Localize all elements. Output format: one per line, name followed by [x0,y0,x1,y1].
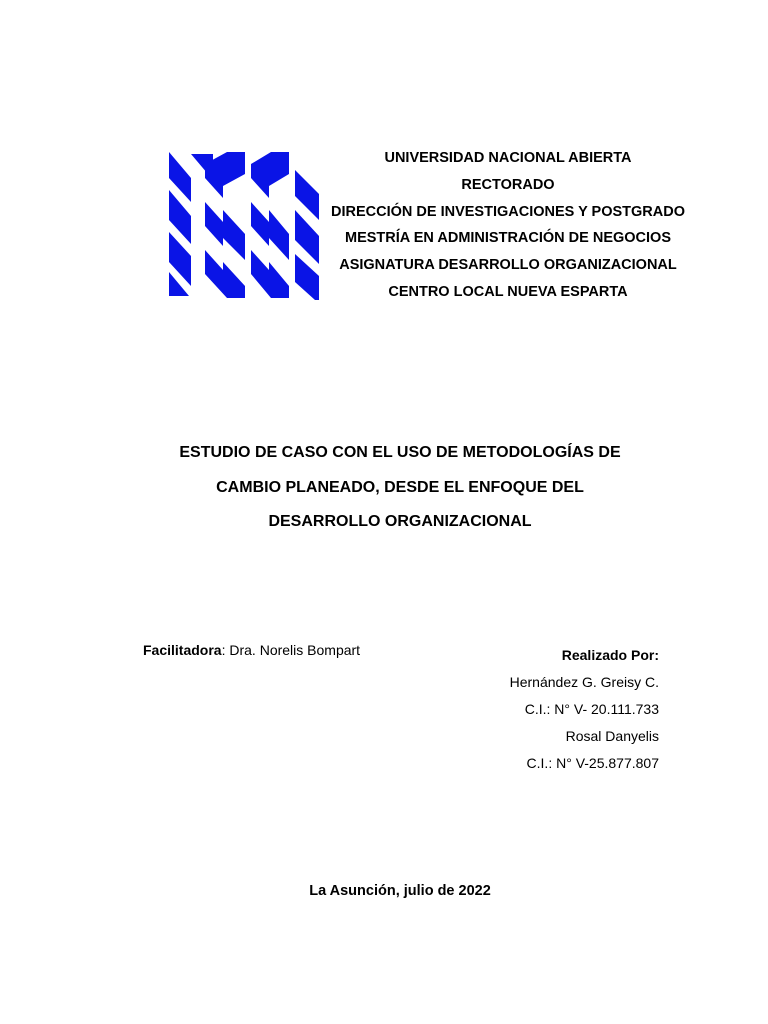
document-title [100,436,700,540]
facilitator-label: Facilitadora [143,642,222,658]
header-course: ASIGNATURA DESARROLLO ORGANIZACIONAL [339,257,677,274]
header-directorate: DIRECCIÓN DE INVESTIGACIONES Y POSTGRADO [331,203,685,220]
author-1-id: C.I.: N° V- 20.111.733 [524,701,659,717]
author-1-name: Hernández G. Greisy C. [509,674,659,690]
title-line-2: CAMBIO PLANEADO, DESDE EL ENFOQUE DEL [216,478,584,496]
title-line-3: DESARROLLO ORGANIZACIONAL [268,513,532,530]
author-2-name: Rosal Danyelis [565,728,659,744]
title-line-1: ESTUDIO DE CASO CON EL USO DE METODOLOGÍAS DE [179,444,621,461]
authors-heading: Realizado Por: [561,647,659,663]
header-masters: MESTRÍA EN ADMINISTRACIÓN DE NEGOCIOS [345,230,671,247]
facilitator-name: : Dra. Norelis Bompart [221,642,361,658]
logo-shape [169,152,319,300]
header-university: UNIVERSIDAD NACIONAL ABIERTA [384,150,632,166]
author-2-id: C.I.: N° V-25.877.807 [526,755,659,771]
facilitator-info [143,642,360,658]
place-date: La Asunción, julio de 2022 [309,883,491,899]
institution-header [300,145,716,306]
header-rectorate: RECTORADO [461,176,555,193]
header-local-center: CENTRO LOCAL NUEVA ESPARTA [388,283,628,300]
authors-info [510,642,659,777]
